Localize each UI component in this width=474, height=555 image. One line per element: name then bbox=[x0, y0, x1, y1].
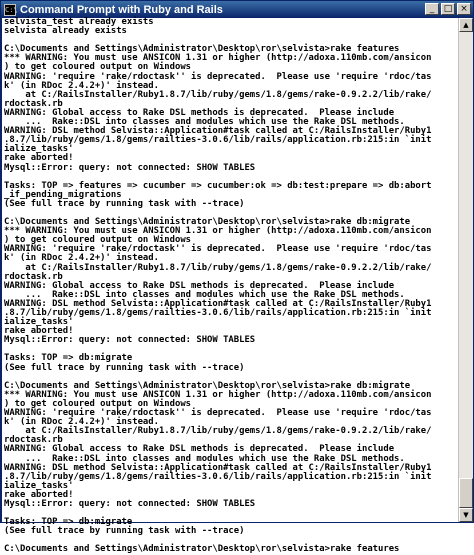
console-line: .8.7/lib/ruby/gems/1.8/gems/railties-3.0.6/lib/rails/application.rb:215:in `init bbox=[4, 135, 432, 146]
maximize-button[interactable]: □ bbox=[441, 3, 455, 15]
console-line: *** WARNING: You must use ANSICON 1.31 or higher (http://adoxa.110mb.com/ansicon bbox=[4, 226, 432, 237]
console-text bbox=[2, 18, 458, 555]
console-line: C:\Documents and Settings\Administrator\Desktop\ror\selvista>rake features bbox=[4, 44, 400, 55]
console-line: k' (in RDoc 2.4.2+)' instead. bbox=[4, 253, 159, 264]
console-line: ) to get coloured output on Windows bbox=[4, 62, 192, 73]
console-line: (See full trace by running task with --trace) bbox=[4, 362, 245, 373]
console-line: ... Rake::DSL into classes and modules which use the Rake DSL methods. bbox=[4, 117, 405, 128]
console-line: Tasks: TOP => db:migrate bbox=[4, 517, 133, 528]
console-line: .8.7/lib/ruby/gems/1.8/gems/railties-3.0.6/lib/rails/application.rb:215:in `init bbox=[4, 308, 432, 318]
console-line: Tasks: TOP => db:migrate bbox=[4, 353, 133, 364]
title-bar[interactable] bbox=[1, 1, 473, 18]
cmd-icon[interactable]: C:\ bbox=[5, 5, 18, 14]
console-line: rake aborted! bbox=[4, 489, 74, 500]
console-line: ialize_tasks' bbox=[4, 144, 74, 155]
console-line: ... Rake::DSL into classes and modules which use the Rake DSL methods. bbox=[4, 289, 405, 300]
console-line: Mysql::Error: query: not connected: SHOW TABLES bbox=[4, 498, 256, 509]
vertical-scrollbar[interactable] bbox=[458, 18, 473, 522]
console-line: .8.7/lib/ruby/gems/1.8/gems/railties-3.0.6/lib/rails/application.rb:215:in `init bbox=[4, 471, 432, 482]
console-line: WARNING: DSL method Selvista::Application#task called at C:/RailsInstaller/Ruby1 bbox=[4, 462, 432, 473]
console-line: ... Rake::DSL into classes and modules which use the Rake DSL methods. bbox=[4, 453, 405, 464]
console-line: WARNING: 'require 'rake/rdoctask'' is deprecated. Please use 'require 'rdoc/tas bbox=[4, 244, 432, 255]
console-line: ) to get coloured output on Windows bbox=[4, 235, 192, 246]
console-line: Mysql::Error: query: not connected: SHOW TABLES bbox=[4, 162, 256, 173]
console-line: WARNING: DSL method Selvista::Application#task called at C:/RailsInstaller/Ruby1 bbox=[4, 298, 432, 309]
console-line: *** WARNING: You must use ANSICON 1.31 or higher (http://adoxa.110mb.com/ansicon bbox=[4, 389, 432, 400]
minimize-button[interactable]: _ bbox=[425, 3, 439, 15]
console-line: Mysql::Error: query: not connected: SHOW TABLES bbox=[4, 335, 256, 346]
console-line: (See full trace by running task with --trace) bbox=[4, 526, 245, 537]
console-line: selvista_test already exists bbox=[4, 17, 154, 27]
console-line: C:\Documents and Settings\Administrator\Desktop\ror\selvista>rake features bbox=[4, 544, 400, 555]
console-line: (See full trace by running task with --trace) bbox=[4, 198, 245, 209]
close-button[interactable]: × bbox=[457, 3, 471, 15]
console-line: at C:/RailsInstaller/Ruby1.8.7/lib/ruby/gems/1.8/gems/rake-0.9.2.2/lib/rake/ bbox=[4, 262, 432, 273]
console-line: WARNING: 'require 'rake/rdoctask'' is deprecated. Please use 'require 'rdoc/tas bbox=[4, 71, 432, 82]
console-line: WARNING: Global access to Rake DSL methods is deprecated. Please include bbox=[4, 444, 395, 455]
console-line: ialize_tasks' bbox=[4, 480, 74, 491]
console-line: k' (in RDoc 2.4.2+)' instead. bbox=[4, 417, 159, 428]
console-line: ialize_tasks' bbox=[4, 317, 74, 328]
console-line: ) to get coloured output on Windows bbox=[4, 398, 192, 409]
console-line: WARNING: 'require 'rake/rdoctask'' is deprecated. Please use 'require 'rdoc/tas bbox=[4, 408, 432, 419]
console-output[interactable] bbox=[2, 17, 458, 555]
console-line: k' (in RDoc 2.4.2+)' instead. bbox=[4, 80, 159, 91]
console-line: _if_pending_migrations bbox=[4, 189, 122, 200]
console-line: C:\Documents and Settings\Administrator\Desktop\ror\selvista>rake db:migrate bbox=[4, 217, 411, 228]
scroll-down-button[interactable]: ▼ bbox=[459, 508, 473, 522]
console-line: C:\Documents and Settings\Administrator\Desktop\ror\selvista>rake db:migrate bbox=[4, 380, 411, 391]
console-line: *** WARNING: You must use ANSICON 1.31 or higher (http://adoxa.110mb.com/ansicon bbox=[4, 53, 432, 64]
console-line: rdoctask.rb bbox=[4, 271, 63, 282]
console-line: rake aborted! bbox=[4, 153, 74, 164]
console-line: at C:/RailsInstaller/Ruby1.8.7/lib/ruby/gems/1.8/gems/rake-0.9.2.2/lib/rake/ bbox=[4, 89, 432, 100]
console-line: WARNING: Global access to Rake DSL methods is deprecated. Please include bbox=[4, 280, 395, 291]
console-line: rake aborted! bbox=[4, 326, 74, 337]
console-line: selvista already exists bbox=[4, 26, 127, 37]
console-line: at C:/RailsInstaller/Ruby1.8.7/lib/ruby/gems/1.8/gems/rake-0.9.2.2/lib/rake/ bbox=[4, 426, 432, 437]
window-controls bbox=[425, 3, 471, 15]
scroll-thumb[interactable] bbox=[459, 478, 473, 508]
console-line: WARNING: DSL method Selvista::Application#task called at C:/RailsInstaller/Ruby1 bbox=[4, 126, 432, 137]
scroll-up-button[interactable]: ▲ bbox=[459, 18, 473, 32]
console-line: WARNING: Global access to Rake DSL methods is deprecated. Please include bbox=[4, 107, 395, 118]
window-title: Command Prompt with Ruby and Rails bbox=[20, 3, 223, 16]
console-line: rdoctask.rb bbox=[4, 435, 63, 446]
console-line: rdoctask.rb bbox=[4, 98, 63, 109]
console-line: Tasks: TOP => features => cucumber => cucumber:ok => db:test:prepare => db:abort bbox=[4, 180, 432, 191]
